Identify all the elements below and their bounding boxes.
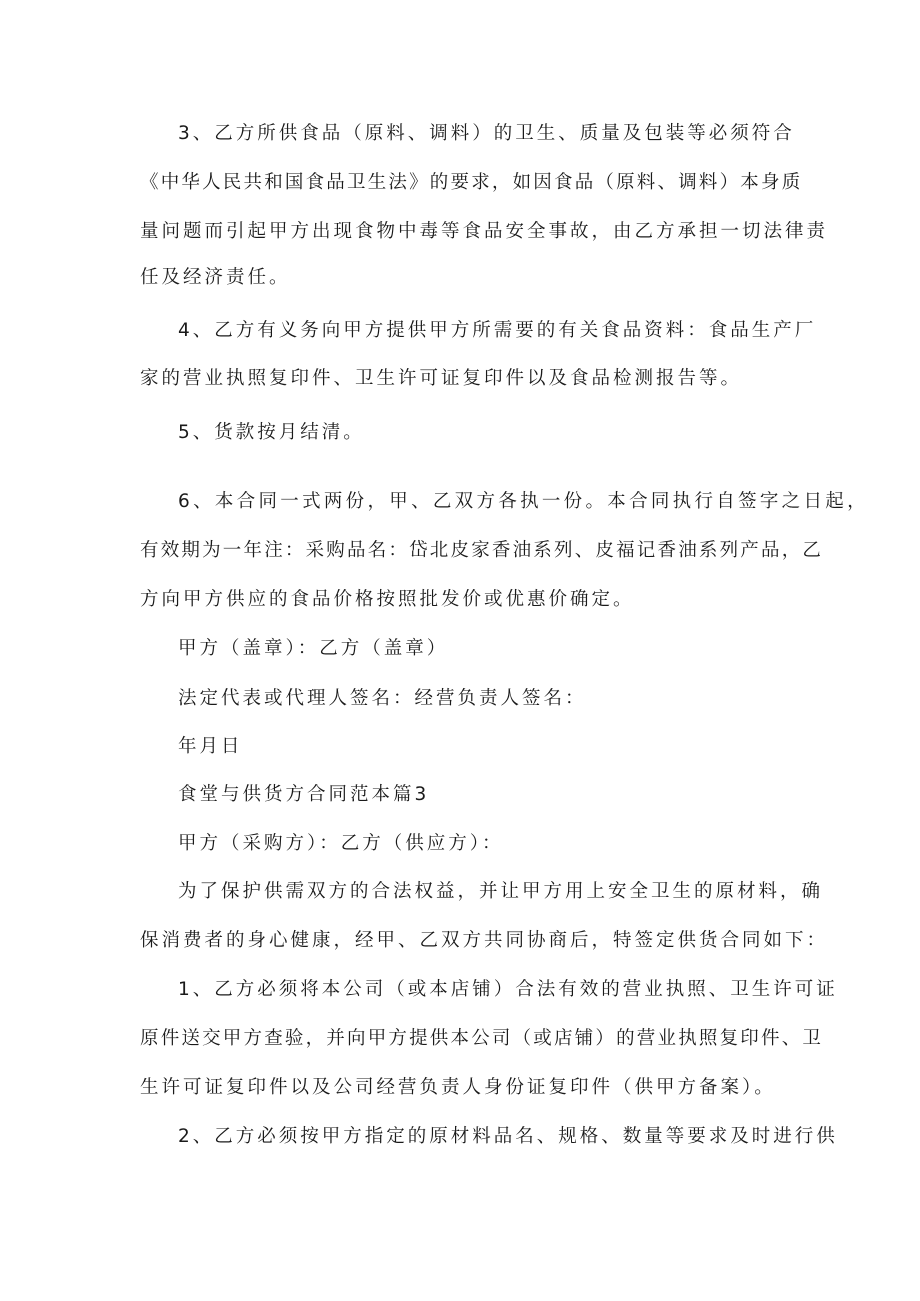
- preamble-line-2: 保消费者的身心健康，经甲、乙双方共同协商后，特签定供货合同如下：: [140, 930, 829, 951]
- clause-5-line-1: 5、货款按月结清。: [178, 422, 365, 443]
- clause-6-line-1: 6、本合同一式两份，甲、乙双方各执一份。本合同执行自签字之日起，: [178, 491, 869, 512]
- clause-4-line-1: 4、乙方有义务向甲方提供甲方所需要的有关食品资料：食品生产厂: [178, 320, 817, 341]
- clause-1-line-3: 生许可证复印件以及公司经营负责人身份证复印件（供甲方备案）。: [140, 1077, 776, 1098]
- clause-2-line-1: 2、乙方必须按甲方指定的原材料品名、规格、数量等要求及时进行供: [178, 1126, 838, 1147]
- clause-6-line-3: 方向甲方供应的食品价格按照批发价或优惠价确定。: [140, 589, 635, 610]
- clause-1-line-2: 原件送交甲方查验，并向甲方提供本公司（或店铺）的营业执照复印件、卫: [140, 1028, 824, 1049]
- seal-line: 甲方（盖章）：乙方（盖章）: [178, 638, 449, 659]
- preamble-line-1: 为了保护供需双方的合法权益，并让甲方用上安全卫生的原材料，确: [178, 881, 824, 902]
- parties-line: 甲方（采购方）：乙方（供应方）：: [178, 833, 504, 854]
- clause-3-line-2: 《中华人民共和国食品卫生法》的要求，如因食品（原料、调料）本身质: [140, 172, 803, 193]
- section-title: 食堂与供货方合同范本篇3: [178, 784, 430, 805]
- clause-3-line-1: 3、乙方所供食品（原料、调料）的卫生、质量及包装等必须符合: [178, 123, 795, 144]
- clause-3-line-3: 量问题而引起甲方出现食物中毒等食品安全事故，由乙方承担一切法律责: [140, 221, 829, 242]
- clause-6-line-2: 有效期为一年注：采购品名：岱北皮家香油系列、皮福记香油系列产品，乙: [140, 540, 824, 561]
- clause-4-line-2: 家的营业执照复印件、卫生许可证复印件以及食品检测报告等。: [140, 368, 743, 389]
- clause-1-line-1: 1、乙方必须将本公司（或本店铺）合法有效的营业执照、卫生许可证: [178, 979, 838, 1000]
- signature-line: 法定代表或代理人签名：经营负责人签名：: [178, 688, 587, 709]
- clause-3-line-4: 任及经济责任。: [140, 267, 291, 288]
- date-line: 年月日: [178, 736, 243, 757]
